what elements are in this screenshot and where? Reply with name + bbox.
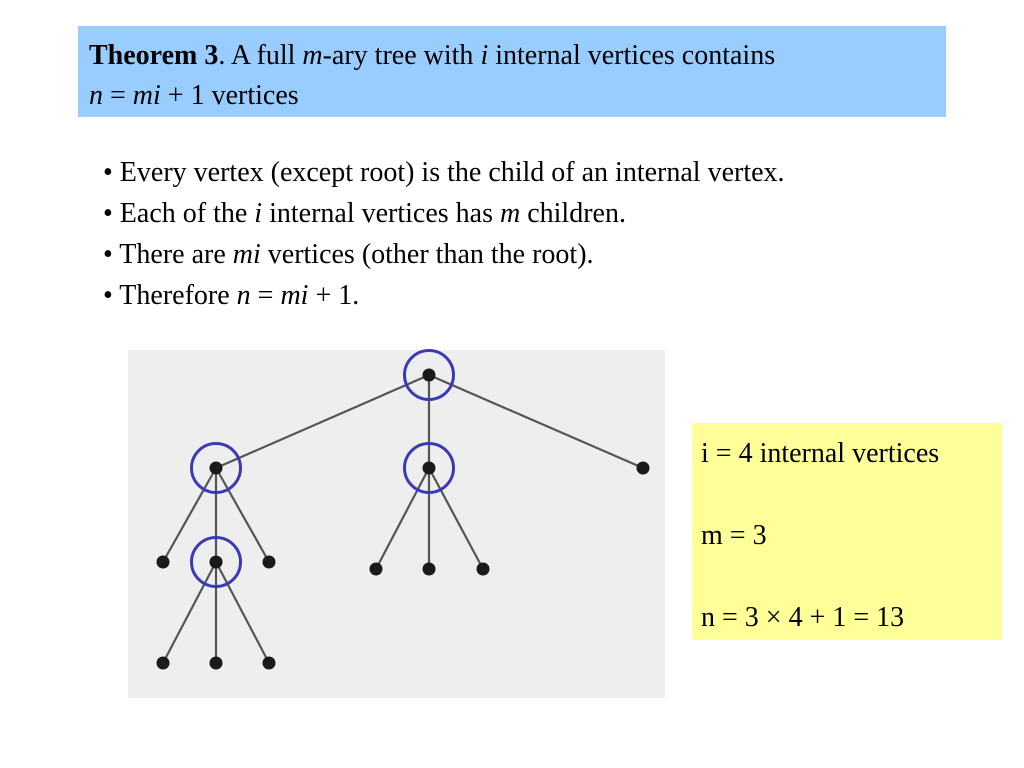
vertex-b bbox=[423, 462, 436, 475]
bullet-item-2 bbox=[103, 193, 785, 234]
bullet-item-2-run: children. bbox=[520, 198, 626, 229]
vertex-a3 bbox=[263, 556, 276, 569]
theorem-line-2-run: mi bbox=[132, 80, 161, 111]
vertex-a22 bbox=[210, 657, 223, 670]
bullet-item-3-run: vertices (other than the root). bbox=[260, 239, 594, 270]
m-value-line: m = 3 bbox=[701, 520, 767, 551]
theorem-statement-part-2 bbox=[89, 76, 946, 116]
vertex-a bbox=[210, 462, 223, 475]
theorem-line-1-run: m bbox=[302, 40, 323, 71]
vertex-b1 bbox=[370, 563, 383, 576]
bullet-item-2-run: i bbox=[254, 198, 263, 229]
theorem-statement-part-1 bbox=[218, 40, 775, 71]
theorem-line-1-run: -ary tree with bbox=[322, 40, 481, 71]
figure-background bbox=[128, 350, 665, 698]
bullet-item-2-run: • Each of the bbox=[103, 198, 255, 229]
computation-box bbox=[692, 423, 1002, 640]
vertex-a1 bbox=[157, 556, 170, 569]
internal-count-line: i = 4 internal vertices bbox=[701, 438, 940, 469]
theorem-line-2-run: = bbox=[103, 80, 133, 111]
spacer bbox=[701, 474, 1002, 515]
theorem-line-1-run: i bbox=[480, 40, 489, 71]
bullet-item-3 bbox=[103, 234, 785, 275]
full-ternary-tree-figure bbox=[128, 340, 668, 705]
theorem-line-1 bbox=[89, 36, 946, 76]
theorem-line-1-run: . A full bbox=[218, 40, 303, 71]
bullet-item-3-run: mi bbox=[232, 239, 261, 270]
vertex-a2 bbox=[210, 556, 223, 569]
spacer bbox=[701, 556, 1002, 597]
bullet-item-2-run: internal vertices has bbox=[262, 198, 500, 229]
bullet-item-1 bbox=[103, 152, 785, 193]
bullet-item-3-run: • There are bbox=[103, 239, 233, 270]
n-value-line: n = 3 × 4 + 1 = 13 bbox=[701, 602, 905, 633]
theorem-line-1-run: internal vertices contains bbox=[488, 40, 776, 71]
bullet-item-4-run: mi bbox=[280, 280, 309, 311]
bullet-item-1-run: • Every vertex (except root) is the child of an internal vertex. bbox=[103, 157, 785, 188]
theorem-line-2-run: + 1 vertices bbox=[160, 80, 299, 111]
theorem-label: Theorem 3 bbox=[89, 40, 219, 71]
bullet-item-2-run: m bbox=[499, 198, 521, 229]
vertex-b2 bbox=[423, 563, 436, 576]
vertex-c bbox=[637, 462, 650, 475]
vertex-a23 bbox=[263, 657, 276, 670]
proof-bullet-list bbox=[103, 152, 785, 316]
bullet-item-4-run: = bbox=[250, 280, 281, 311]
bullet-item-4-run: • Therefore bbox=[103, 280, 237, 311]
bullet-item-4 bbox=[103, 275, 785, 316]
vertex-b3 bbox=[477, 563, 490, 576]
bullet-item-4-run: + 1. bbox=[308, 280, 360, 311]
bullet-item-4-run: n bbox=[236, 280, 251, 311]
theorem-line-2-run: n bbox=[89, 80, 103, 111]
vertex-a21 bbox=[157, 657, 170, 670]
theorem-box bbox=[78, 26, 946, 117]
vertex-root bbox=[423, 369, 436, 382]
